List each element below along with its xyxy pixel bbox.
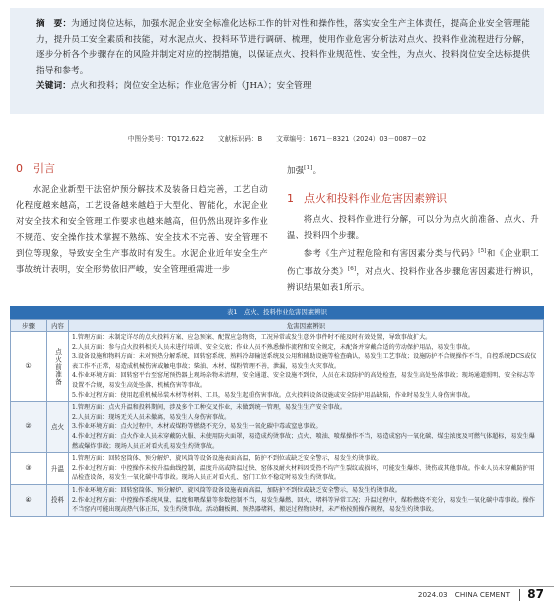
p2-part-b: 和《企业职工伤亡事故分类》	[287, 247, 540, 276]
citation-ref: [5]	[478, 248, 487, 255]
row-step: ①	[11, 332, 47, 402]
intro-heading	[16, 160, 268, 176]
clc-number: 中图分类号：TQ172.622	[127, 135, 204, 143]
hazard-item: 1.管理方面：未制定详尽的点火投料方案、应急预案、配置应急物资，工况异常或发生意外事件时不能及时有效处置，导致事故扩大。	[72, 334, 432, 341]
p2-part-a: 参考《生产过程危险和有害因素分类与代码》	[303, 247, 479, 258]
section1-heading	[287, 190, 539, 206]
row-step: ④	[11, 484, 47, 516]
intro-continuation	[287, 160, 539, 178]
row-content: 点火前准备	[47, 332, 69, 402]
row-hazards	[69, 484, 544, 516]
section1-paragraph-1: 将点火、投料作业进行分解，可以分为点火前准备、点火、升温、投料四个步骤。	[287, 213, 539, 240]
hazard-item: 2.人员方面：现场无关人员未撤离，易发生人身伤害事故。	[72, 413, 231, 421]
intro-title: 引言	[33, 162, 55, 175]
hazard-item: 2.作业过程方面：中控操作未按升温曲线控制，温度升高或降温过快、窑体及耐火材料因受热不均产生裂纹或损坏，可能发生爆炸、烫伤或其他事故。作业人员未穿戴防护用品检查设备，易发生一氧化碳中毒事故。现场人员正对看火孔、窑门工位不稳定时易发生灼烫事故。	[72, 464, 535, 482]
document-code: 文献标识码：B	[218, 135, 263, 143]
table-header-row	[11, 320, 544, 332]
row-step: ②	[11, 402, 47, 453]
section1-title: 点火和投料作业危害因素辨识	[304, 191, 447, 205]
table-caption: 表1 点火、投料作业危害因素辨识	[10, 306, 544, 319]
hazard-table-block	[10, 306, 544, 517]
abstract-paragraph	[36, 17, 530, 79]
keywords-text: 点火和投料；岗位安全达标；作业危害分析（JHA）；安全管理	[70, 81, 312, 92]
p2-part-c: ，对点火、投料作业各步骤危害因素进行辨识，辨识结果如表1所示。	[287, 265, 539, 292]
row-content: 投料	[47, 484, 69, 516]
section1-paragraph-2	[287, 243, 539, 295]
header-step: 步骤	[11, 320, 47, 332]
hazard-item: 1.管理方面：回转窑筒体、预分解炉、旋风筒等设备设施表面高温，防护不到位或缺乏安全警示，易发生灼烫事故。	[72, 455, 383, 463]
article-number: 文章编号：1671－8321（2024）03－0087－02	[276, 135, 427, 143]
table-row	[11, 484, 544, 516]
abstract-label: 摘 要：	[36, 19, 72, 29]
issue-label: 2024.03 CHINA CEMENT	[417, 590, 510, 599]
footer-separator	[519, 589, 520, 601]
hazard-item: 4.作业过程方面：点火作业人员未穿戴防火服、未使用防火面罩，易造成灼烫事故；点火、喷油、喷煤操作不当，易造成窑内一氧化碳、煤尘浓度及可燃气体超标，易发生爆燃或爆炸事故；现场人员正对看火孔易发生灼烫事故。	[72, 432, 535, 450]
continuation-text: 加强	[287, 164, 305, 175]
row-hazards	[69, 402, 544, 453]
row-content: 升温	[47, 453, 69, 485]
continuation-end: 。	[312, 164, 322, 175]
hazard-item: 4.作业环境方面：回转窑平台至窑尾预热器上观场杂物未清理，安全通道、安全设施不到位，人员在未设防护的高处检查，易发生高处坠落事故；现场通道照明、安全标志等设置不合规，易发生高处坠落、机械伤害等事故。	[72, 372, 535, 389]
citation-ref: [1]	[304, 165, 313, 171]
keywords-paragraph	[36, 79, 530, 95]
hazard-item: 3.设备设施和物料方面：未对预热分解系统、回转窑系统、熟料冷却输送系统及公用和辅助设施等检查确认，易发生工艺事故；设施防护不合规操作不当，自控系统DCS或仪表工作不正常，易造成机械伤害或触电事故；柴油、木材、煤粉管理不善，泄漏，易发生火灾事故。	[72, 353, 537, 370]
hazard-table	[10, 319, 544, 517]
footer-rule	[10, 586, 554, 587]
citation-ref: [6]	[347, 265, 357, 272]
keywords-label: 关键词：	[36, 81, 71, 92]
table-row	[11, 453, 544, 485]
right-column	[287, 160, 539, 295]
intro-paragraph: 水泥企业新型干法窑炉预分解技术及装备日趋完善，工艺自动化程度越来越高，工艺设备越来越趋于大型化、智能化，水泥企业对安全技术和安全管理工作要求也越来越高，但仍然出现许多作业不规范、安全操作技术掌握不熟练、安全技术不完善、安全管理不到位等现象，导致安全生产事故时有发生。水泥企业近年安全生产事故统计表明，安全形势依旧严峻，安全管理亟需进一步	[16, 184, 268, 275]
row-step: ③	[11, 453, 47, 485]
abstract-text: 为通过岗位达标，加强水泥企业安全标准化达标工作的针对性和操作性，落实安全生产主体责任，提高企业安全管理能力，提升员工安全素质和技能，对水泥点火、投料环节进行调研、梳理，使用作业危害分析法对点火、投料作业流程进行分解，逐步分析各个步骤存在的风险并制定对应的控制措施，以保证点火、投料作业规范性、安全性，为点火、投料岗位安全达标提供指导和参考。	[36, 19, 530, 76]
hazard-item: 1.作业环境方面：回转窑筒体、预分解炉、旋风筒等设备设施表面高温，加防护不到位或缺乏安全警示，易发生灼烫事故。	[72, 486, 401, 494]
hazard-item: 5.作业过程方面：使用起重机械吊装木材等材料、工具，易发生起重伤害事故。点火投料设备设施或安全防护用品缺陷，作业时易发生人身伤害事故。	[72, 391, 474, 399]
row-hazards	[69, 453, 544, 485]
hazard-item: 2.人员方面：参与点火投料相关人员未进行培训、安全交底；作业人员不熟悉操作流程和安全规定，未配备并穿戴合适的劳动保护用品，易发生事故。	[72, 343, 474, 351]
hazard-item: 2.作业过程方面：中控操作系统风量、温度和喂煤量等参数控制不当，易发生爆燃、回火、堵料等异常工况；升温过程中，煤粉燃烧不充分，易发生一氧化碳中毒事故。操作不当窑内可能出现高热气体正压，发生灼烫事故。活动翻板阀、预热器堵料，搬运过程物块时，未严格按照操作规程，易发生灼烫事故。	[72, 496, 535, 514]
intro-number: 0	[16, 162, 23, 175]
header-hazard: 危害因素辨识	[69, 320, 544, 332]
hazard-item: 3.作业环境方面：点火过程中，木材或煤粉等燃烧不充分，易发生一氧化碳中毒或窒息事故。	[72, 423, 322, 431]
page-number: 87	[527, 587, 544, 601]
table-row	[11, 402, 544, 453]
page-footer	[0, 580, 554, 608]
article-meta	[0, 133, 554, 143]
header-content: 内容	[47, 320, 69, 332]
abstract-box	[10, 8, 544, 114]
hazard-item: 1.管理方面：点火升温和投料期间，涉及多个工种交叉作业，未做到统一管理，易发生生产安全事故。	[72, 404, 346, 412]
row-content: 点火	[47, 402, 69, 453]
row-hazards	[69, 332, 544, 402]
left-column	[16, 160, 268, 278]
section1-number: 1	[287, 191, 294, 205]
table-row	[11, 332, 544, 402]
